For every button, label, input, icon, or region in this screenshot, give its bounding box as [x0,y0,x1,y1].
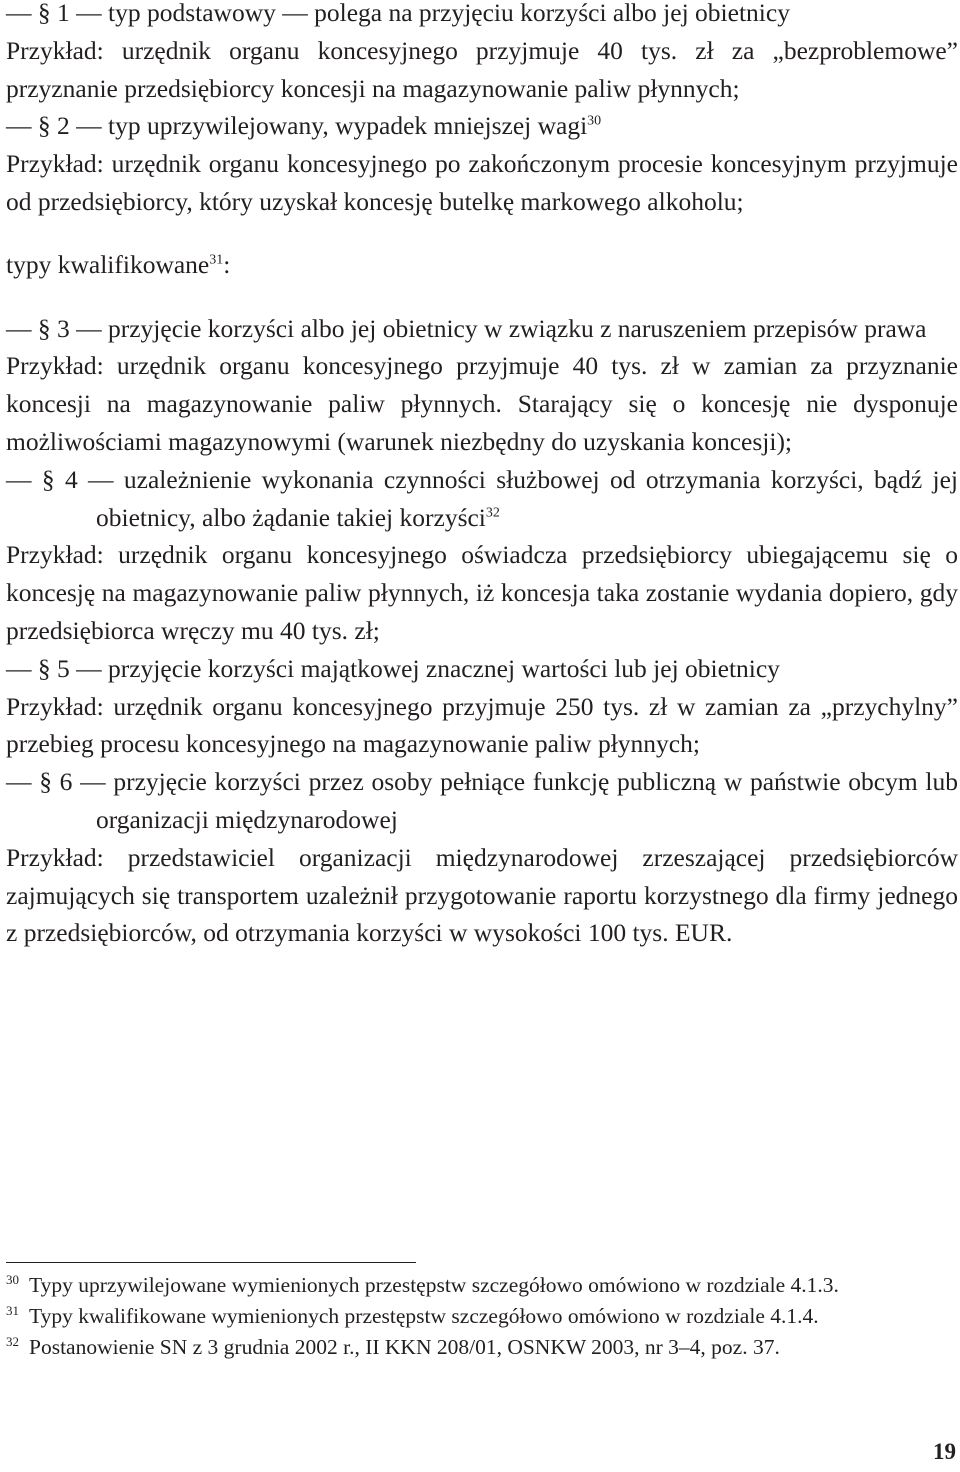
qualified-types-colon: : [223,250,231,280]
page-number: 19 [933,1439,956,1464]
footnote-ref-32[interactable]: 32 [485,505,500,521]
footnotes [6,1270,958,1363]
footnote-32 [6,1332,958,1363]
footnote-ref-30[interactable]: 30 [587,113,602,129]
article-item-4-text: — § 4 — uzależnienie wykonania czynności służbowej od otrzymania korzyści, bądź jej obietnicy, albo żądanie takiej korzyści [6,464,958,532]
footnote-divider [6,1262,416,1263]
footnote-number: 32 [6,1333,19,1349]
article-item-2 [6,107,958,145]
example-2: Przykład: urzędnik organu koncesyjnego po zakończonym procesie koncesyjnym przyjmuje od przedsiębiorcy, który uzyskał koncesję butelkę markowego alkoholu; [6,149,958,216]
footnote-ref-31[interactable]: 31 [209,252,224,268]
example-3: Przykład: urzędnik organu koncesyjnego przyjmuje 40 tys. zł w zamian za przyznanie koncesji na magazynowanie paliw płynnych. Starający się o koncesję nie dysponuje możliwościami magazynowymi (warunek niezbędny do uzyskania koncesji); [6,351,958,456]
footnote-number: 30 [6,1271,19,1287]
example-1: Przykład: urzędnik organu koncesyjnego przyjmuje 40 tys. zł za „bezproblemowe” przyznanie przedsiębiorcy koncesji na magazynowanie paliw płynnych; [6,35,958,103]
footnote-text: Typy kwalifikowane wymienionych przestępstw szczegółowo omówiono w rozdziale 4.1.4. [29,1304,819,1328]
article-item-3: — § 3 — przyjęcie korzyści albo jej obietnicy w związku z naruszeniem przepisów prawa [6,313,927,343]
qualified-types-text: typy kwalifikowane [6,250,210,280]
footnote-31 [6,1301,958,1332]
article-item-2-text: — § 2 — typ uprzywilejowany, wypadek mniejszej wagi [6,111,588,141]
article-item-6: — § 6 — przyjęcie korzyści przez osoby pełniące funkcję publiczną w państwie obcym lub organizacji międzynarodowej [6,767,958,834]
footnote-30 [6,1270,958,1301]
article-item-1: — § 1 — typ podstawowy — polega na przyjęciu korzyści albo jej obietnicy [6,0,790,27]
main-text [6,0,958,952]
example-4: Przykład: urzędnik organu koncesyjnego oświadcza przedsiębiorcy ubiegającemu się o koncesję na magazynowanie paliw płynnych, iż koncesja taka zostanie wydania dopiero, gdy przedsiębiorca wręczy mu 40 tys. zł; [6,540,958,645]
article-item-5: — § 5 — przyjęcie korzyści majątkowej znacznej wartości lub jej obietnicy [6,653,780,683]
qualified-types-heading [6,246,958,284]
footnote-text: Postanowienie SN z 3 grudnia 2002 r., II KKN 208/01, OSNKW 2003, nr 3–4, poz. 37. [29,1335,780,1359]
example-6: Przykład: przedstawiciel organizacji międzynarodowej zrzeszającej przedsiębiorców zajmujących się transportem uzależnił przygotowanie raportu korzystnego dla firmy jednego z przedsiębiorców, od otrzymania korzyści w wysokości 100 tys. EUR. [6,842,958,948]
example-5: Przykład: urzędnik organu koncesyjnego przyjmuje 250 tys. zł w zamian za „przychylny” przebieg procesu koncesyjnego na magazynowanie paliw płynnych; [6,691,958,759]
article-item-4 [6,461,958,537]
footnote-text: Typy uprzywilejowane wymienionych przestępstw szczegółowo omówiono w rozdziale 4.1.3. [29,1273,839,1297]
footnote-number: 31 [6,1302,19,1318]
